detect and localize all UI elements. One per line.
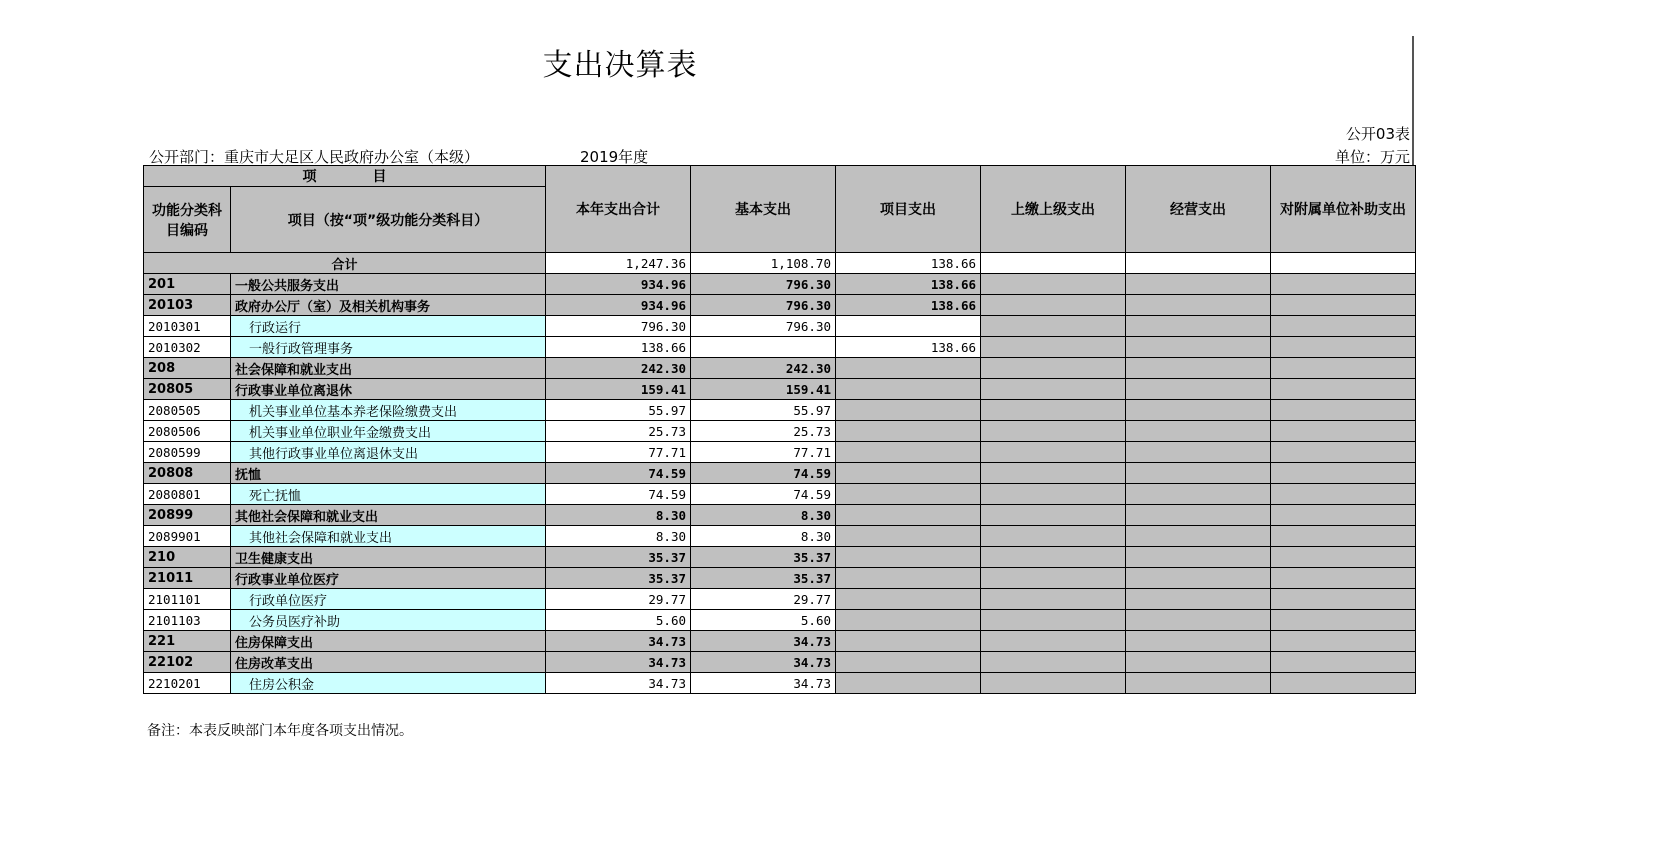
row-business xyxy=(1126,379,1271,400)
row-subsidy xyxy=(1271,463,1416,484)
row-project xyxy=(836,442,981,463)
row-basic: 34.73 xyxy=(691,673,836,694)
row-total: 934.96 xyxy=(546,274,691,295)
row-business xyxy=(1126,274,1271,295)
row-upper xyxy=(981,421,1126,442)
row-project xyxy=(836,589,981,610)
row-project: 138.66 xyxy=(836,337,981,358)
row-code: 20808 xyxy=(144,463,231,484)
row-basic: 242.30 xyxy=(691,358,836,379)
row-code: 210 xyxy=(144,547,231,568)
row-project xyxy=(836,484,981,505)
row-basic: 74.59 xyxy=(691,484,836,505)
table-row xyxy=(144,547,1416,568)
row-name: 住房改革支出 xyxy=(231,652,546,673)
row-total: 242.30 xyxy=(546,358,691,379)
table-row xyxy=(144,631,1416,652)
table-row xyxy=(144,568,1416,589)
row-upper xyxy=(981,631,1126,652)
row-code: 20103 xyxy=(144,295,231,316)
row-upper xyxy=(981,568,1126,589)
table-row xyxy=(144,673,1416,694)
header-total: 本年支出合计 xyxy=(546,166,691,253)
row-code: 2101101 xyxy=(144,589,231,610)
row-subsidy xyxy=(1271,274,1416,295)
form-number: 公开03表 xyxy=(1345,125,1410,143)
row-business xyxy=(1126,295,1271,316)
row-upper xyxy=(981,526,1126,547)
row-basic: 34.73 xyxy=(691,652,836,673)
row-project xyxy=(836,358,981,379)
row-basic: 55.97 xyxy=(691,400,836,421)
row-subsidy xyxy=(1271,442,1416,463)
row-subsidy xyxy=(1271,505,1416,526)
row-business xyxy=(1126,652,1271,673)
row-business xyxy=(1126,316,1271,337)
row-subsidy xyxy=(1271,673,1416,694)
row-basic: 8.30 xyxy=(691,526,836,547)
table-row xyxy=(144,316,1416,337)
row-total: 5.60 xyxy=(546,610,691,631)
row-project: 138.66 xyxy=(836,295,981,316)
row-project xyxy=(836,379,981,400)
row-basic xyxy=(691,337,836,358)
page-edge-line xyxy=(1412,36,1414,166)
header-name: 项目（按“项”级功能分类科目） xyxy=(231,187,546,253)
row-code: 2210201 xyxy=(144,673,231,694)
table-row xyxy=(144,379,1416,400)
total-project: 138.66 xyxy=(836,253,981,274)
row-total: 25.73 xyxy=(546,421,691,442)
table-row xyxy=(144,442,1416,463)
row-subsidy xyxy=(1271,421,1416,442)
total-business xyxy=(1126,253,1271,274)
row-business xyxy=(1126,400,1271,421)
row-basic: 8.30 xyxy=(691,505,836,526)
row-business xyxy=(1126,568,1271,589)
row-total: 34.73 xyxy=(546,652,691,673)
row-upper xyxy=(981,589,1126,610)
row-subsidy xyxy=(1271,379,1416,400)
row-project xyxy=(836,673,981,694)
row-subsidy xyxy=(1271,526,1416,547)
row-upper xyxy=(981,547,1126,568)
row-name: 行政单位医疗 xyxy=(231,589,546,610)
row-upper xyxy=(981,295,1126,316)
row-upper xyxy=(981,358,1126,379)
table-row xyxy=(144,337,1416,358)
row-upper xyxy=(981,505,1126,526)
table-row xyxy=(144,610,1416,631)
row-name: 行政运行 xyxy=(231,316,546,337)
row-name: 死亡抚恤 xyxy=(231,484,546,505)
row-subsidy xyxy=(1271,547,1416,568)
footnote: 备注：本表反映部门本年度各项支出情况。 xyxy=(147,723,413,739)
row-upper xyxy=(981,673,1126,694)
row-business xyxy=(1126,673,1271,694)
row-business xyxy=(1126,337,1271,358)
row-code: 22102 xyxy=(144,652,231,673)
header-subsidy: 对附属单位补助支出 xyxy=(1271,166,1416,253)
year-label: 2019年度 xyxy=(580,148,649,166)
total-row xyxy=(144,253,1416,274)
row-project: 138.66 xyxy=(836,274,981,295)
row-basic: 796.30 xyxy=(691,295,836,316)
row-code: 21011 xyxy=(144,568,231,589)
row-project xyxy=(836,568,981,589)
row-code: 2101103 xyxy=(144,610,231,631)
row-basic: 74.59 xyxy=(691,463,836,484)
department-label: 公开部门：重庆市大足区人民政府办公室（本级） xyxy=(149,148,480,166)
row-name: 一般公共服务支出 xyxy=(231,274,546,295)
row-subsidy xyxy=(1271,589,1416,610)
row-total: 55.97 xyxy=(546,400,691,421)
row-name: 行政事业单位医疗 xyxy=(231,568,546,589)
row-business xyxy=(1126,358,1271,379)
row-basic: 29.77 xyxy=(691,589,836,610)
header-project-expense: 项目支出 xyxy=(836,166,981,253)
row-basic: 35.37 xyxy=(691,568,836,589)
row-name: 机关事业单位职业年金缴费支出 xyxy=(231,421,546,442)
row-project xyxy=(836,463,981,484)
row-business xyxy=(1126,484,1271,505)
row-total: 29.77 xyxy=(546,589,691,610)
row-name: 住房保障支出 xyxy=(231,631,546,652)
row-business xyxy=(1126,526,1271,547)
row-business xyxy=(1126,421,1271,442)
row-total: 138.66 xyxy=(546,337,691,358)
row-project xyxy=(836,316,981,337)
row-total: 934.96 xyxy=(546,295,691,316)
total-label: 合计 xyxy=(144,253,546,274)
row-total: 74.59 xyxy=(546,463,691,484)
row-code: 2080599 xyxy=(144,442,231,463)
row-total: 35.37 xyxy=(546,547,691,568)
table-row xyxy=(144,400,1416,421)
row-project xyxy=(836,610,981,631)
row-total: 35.37 xyxy=(546,568,691,589)
row-subsidy xyxy=(1271,358,1416,379)
row-basic: 34.73 xyxy=(691,631,836,652)
row-project xyxy=(836,421,981,442)
row-total: 159.41 xyxy=(546,379,691,400)
row-name: 社会保障和就业支出 xyxy=(231,358,546,379)
row-basic: 796.30 xyxy=(691,274,836,295)
row-name: 行政事业单位离退休 xyxy=(231,379,546,400)
row-name: 机关事业单位基本养老保险缴费支出 xyxy=(231,400,546,421)
row-upper xyxy=(981,463,1126,484)
table-row xyxy=(144,505,1416,526)
row-upper xyxy=(981,379,1126,400)
row-total: 34.73 xyxy=(546,631,691,652)
row-upper xyxy=(981,484,1126,505)
row-total: 796.30 xyxy=(546,316,691,337)
row-subsidy xyxy=(1271,400,1416,421)
row-name: 抚恤 xyxy=(231,463,546,484)
expenditure-table xyxy=(143,165,1416,694)
table-row xyxy=(144,526,1416,547)
row-project xyxy=(836,631,981,652)
row-code: 201 xyxy=(144,274,231,295)
row-upper xyxy=(981,610,1126,631)
row-total: 8.30 xyxy=(546,526,691,547)
row-project xyxy=(836,547,981,568)
row-project xyxy=(836,526,981,547)
row-name: 其他行政事业单位离退休支出 xyxy=(231,442,546,463)
row-code: 208 xyxy=(144,358,231,379)
row-code: 221 xyxy=(144,631,231,652)
row-upper xyxy=(981,316,1126,337)
row-total: 74.59 xyxy=(546,484,691,505)
row-name: 一般行政管理事务 xyxy=(231,337,546,358)
row-subsidy xyxy=(1271,484,1416,505)
row-name: 其他社会保障和就业支出 xyxy=(231,505,546,526)
row-name: 住房公积金 xyxy=(231,673,546,694)
header-basic: 基本支出 xyxy=(691,166,836,253)
table-row xyxy=(144,421,1416,442)
row-total: 34.73 xyxy=(546,673,691,694)
row-code: 2080505 xyxy=(144,400,231,421)
table-row xyxy=(144,295,1416,316)
header-business: 经营支出 xyxy=(1126,166,1271,253)
row-business xyxy=(1126,610,1271,631)
row-business xyxy=(1126,631,1271,652)
row-business xyxy=(1126,442,1271,463)
row-code: 2080506 xyxy=(144,421,231,442)
table-row xyxy=(144,484,1416,505)
row-subsidy xyxy=(1271,631,1416,652)
row-upper xyxy=(981,652,1126,673)
row-name: 政府办公厅（室）及相关机构事务 xyxy=(231,295,546,316)
row-code: 20899 xyxy=(144,505,231,526)
row-subsidy xyxy=(1271,652,1416,673)
header-upper: 上缴上级支出 xyxy=(981,166,1126,253)
row-name: 其他社会保障和就业支出 xyxy=(231,526,546,547)
row-basic: 25.73 xyxy=(691,421,836,442)
table-row xyxy=(144,274,1416,295)
row-business xyxy=(1126,547,1271,568)
row-subsidy xyxy=(1271,610,1416,631)
total-subsidy xyxy=(1271,253,1416,274)
row-business xyxy=(1126,463,1271,484)
row-basic: 35.37 xyxy=(691,547,836,568)
row-total: 8.30 xyxy=(546,505,691,526)
row-upper xyxy=(981,274,1126,295)
header-code: 功能分类科目编码 xyxy=(144,187,231,253)
row-code: 2010301 xyxy=(144,316,231,337)
row-code: 2080801 xyxy=(144,484,231,505)
row-upper xyxy=(981,337,1126,358)
table-row xyxy=(144,589,1416,610)
total-upper xyxy=(981,253,1126,274)
row-upper xyxy=(981,442,1126,463)
row-subsidy xyxy=(1271,316,1416,337)
table-row xyxy=(144,358,1416,379)
row-basic: 5.60 xyxy=(691,610,836,631)
total-basic: 1,108.70 xyxy=(691,253,836,274)
row-code: 2089901 xyxy=(144,526,231,547)
table-row xyxy=(144,652,1416,673)
header-project: 项 目 xyxy=(144,166,546,187)
table-row xyxy=(144,463,1416,484)
row-subsidy xyxy=(1271,295,1416,316)
page-title: 支出决算表 xyxy=(542,48,698,83)
row-basic: 796.30 xyxy=(691,316,836,337)
row-basic: 159.41 xyxy=(691,379,836,400)
total-amount: 1,247.36 xyxy=(546,253,691,274)
row-code: 20805 xyxy=(144,379,231,400)
row-code: 2010302 xyxy=(144,337,231,358)
row-project xyxy=(836,505,981,526)
unit-label: 单位：万元 xyxy=(1334,148,1410,166)
row-business xyxy=(1126,505,1271,526)
row-project xyxy=(836,652,981,673)
row-project xyxy=(836,400,981,421)
row-basic: 77.71 xyxy=(691,442,836,463)
row-subsidy xyxy=(1271,568,1416,589)
row-name: 卫生健康支出 xyxy=(231,547,546,568)
row-business xyxy=(1126,589,1271,610)
row-total: 77.71 xyxy=(546,442,691,463)
row-upper xyxy=(981,400,1126,421)
row-name: 公务员医疗补助 xyxy=(231,610,546,631)
row-subsidy xyxy=(1271,337,1416,358)
